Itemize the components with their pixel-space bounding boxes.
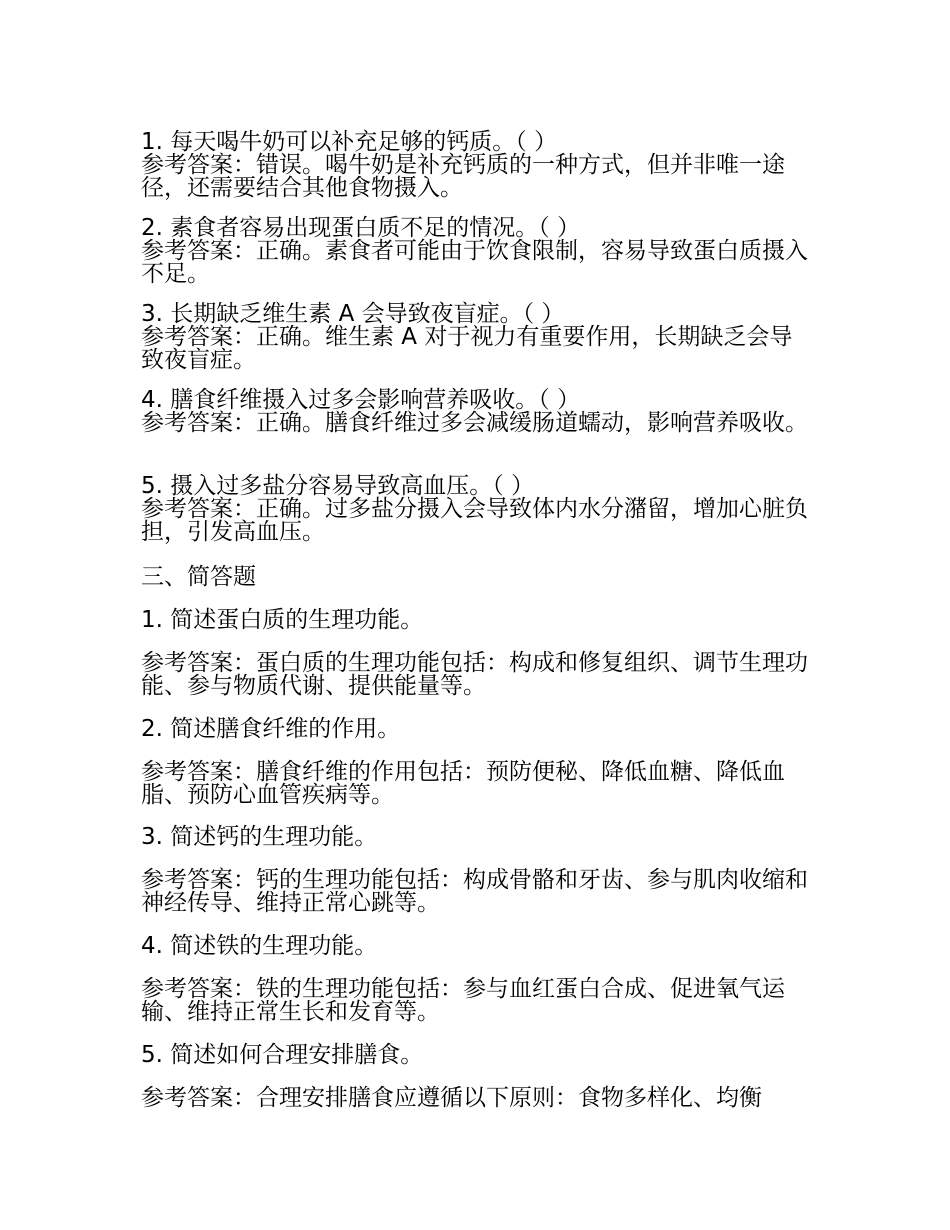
tf-item-1	[141, 131, 813, 200]
sa-question-1: 1. 简述蛋白质的生理功能。	[141, 607, 424, 633]
section-title: 三、简答题	[141, 564, 256, 590]
sa-question-2: 2. 简述膳食纤维的作用。	[141, 716, 401, 742]
tf-question-4: 4. 膳食纤维摄入过多会影响营养吸收。（ ）	[141, 387, 581, 413]
tf-item-2	[141, 217, 813, 286]
sa-question-3: 3. 简述钙的生理功能。	[141, 824, 378, 850]
sa-answer-1: 参考答案：蛋白质的生理功能包括：构成和修复组织、调节生理功能、参与物质代谢、提供能量等。	[141, 650, 808, 699]
tf-answer-4: 参考答案：正确。膳食纤维过多会减缓肠道蠕动，影响营养吸收。	[141, 410, 808, 436]
tf-answer-5: 参考答案：正确。过多盐分摄入会导致体内水分潴留，增加心脏负担，引发高血压。	[141, 496, 808, 545]
tf-answer-1: 参考答案：错误。喝牛奶是补充钙质的一种方式，但并非唯一途径，还需要结合其他食物摄入。	[141, 152, 785, 201]
tf-item-4	[141, 389, 813, 435]
tf-answer-3: 参考答案：正确。维生素 A 对于视力有重要作用，长期缺乏会导致夜盲症。	[141, 324, 793, 373]
tf-question-5: 5. 摄入过多盐分容易导致高血压。（ ）	[141, 473, 535, 499]
sa-answer-3: 参考答案：钙的生理功能包括：构成骨骼和牙齿、参与肌肉收缩和神经传导、维持正常心跳等。	[141, 867, 808, 916]
sa-answer-5: 参考答案：合理安排膳食应遵循以下原则：食物多样化、均衡	[141, 1085, 762, 1111]
tf-question-1: 1. 每天喝牛奶可以补充足够的钙质。（ ）	[141, 129, 558, 155]
tf-question-2: 2. 素食者容易出现蛋白质不足的情况。（ ）	[141, 215, 581, 241]
tf-item-5	[141, 475, 813, 544]
sa-question-5: 5. 简述如何合理安排膳食。	[141, 1042, 424, 1068]
tf-question-3: 3. 长期缺乏维生素 A 会导致夜盲症。（ ）	[141, 301, 565, 327]
sa-answer-2: 参考答案：膳食纤维的作用包括：预防便秘、降低血糖、降低血脂、预防心血管疾病等。	[141, 759, 785, 808]
sa-question-4: 4. 简述铁的生理功能。	[141, 933, 378, 959]
sa-answer-4: 参考答案：铁的生理功能包括：参与血红蛋白合成、促进氧气运输、维持正常生长和发育等。	[141, 976, 785, 1025]
tf-item-3	[141, 303, 813, 372]
tf-answer-2: 参考答案：正确。素食者可能由于饮食限制，容易导致蛋白质摄入不足。	[141, 238, 808, 287]
